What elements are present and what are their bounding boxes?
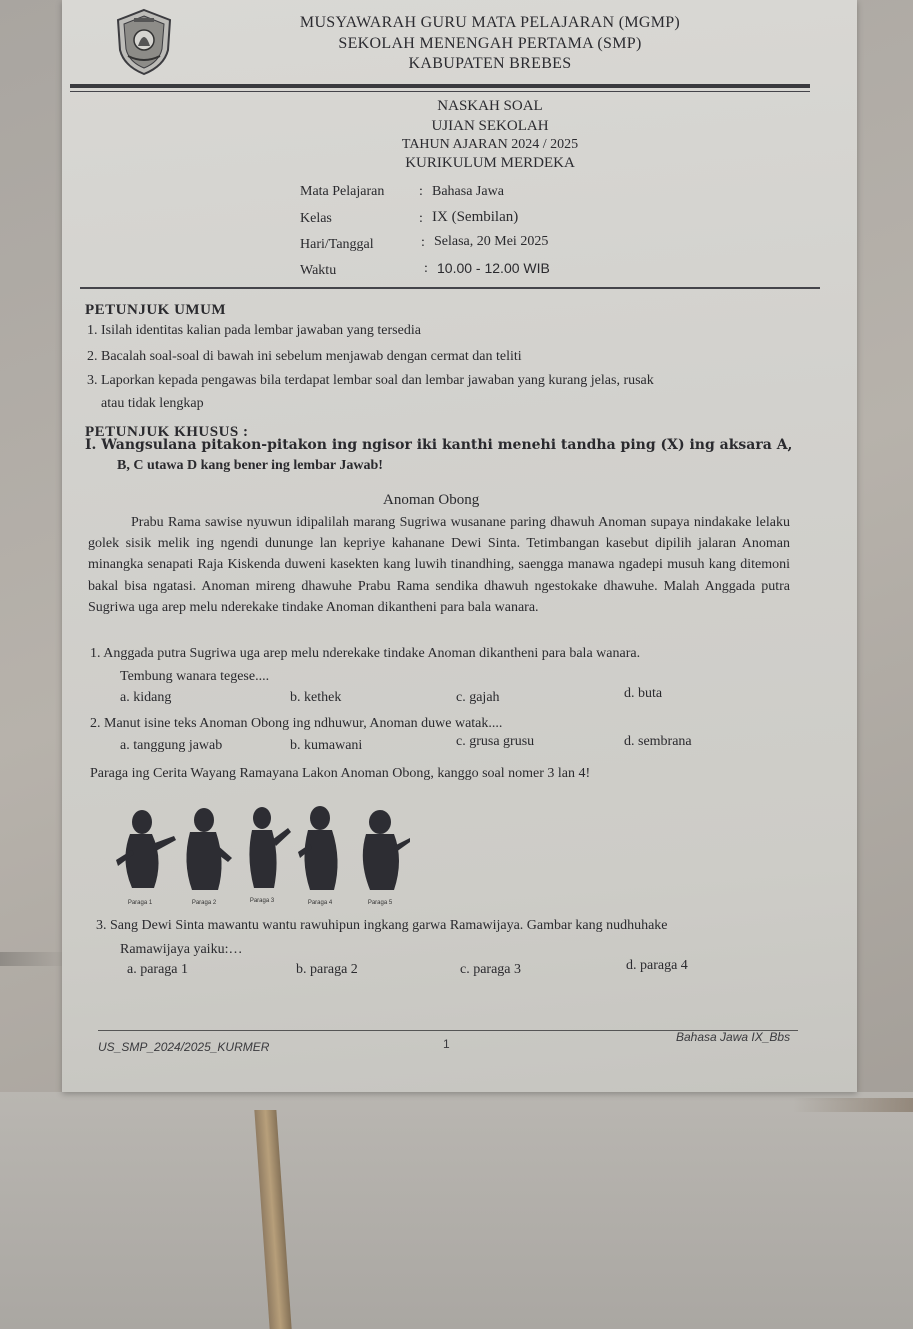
answer-option[interactable]: c. gajah	[456, 690, 500, 705]
info-label: Kelas	[300, 211, 332, 226]
header-line-1: MUSYAWARAH GURU MATA PELAJARAN (MGMP)	[299, 14, 681, 31]
answer-option[interactable]: c. paraga 3	[460, 962, 522, 977]
wayang-figure-3	[249, 807, 291, 888]
info-label: Waktu	[300, 263, 337, 278]
figure-label: Paraga 1	[127, 900, 153, 906]
answer-option[interactable]: b. kethek	[290, 690, 342, 705]
specific-instruction-line: B, C utawa D kang bener ing lembar Jawab!	[117, 458, 383, 473]
instruction-item: atau tidak lengkap	[101, 396, 204, 411]
header-line-2: SEKOLAH MENENGAH PERTAMA (SMP)	[338, 35, 642, 52]
question-3-text: Ramawijaya yaiku:…	[120, 942, 243, 957]
question-1-text: 1. Anggada putra Sugriwa uga arep melu nderekake tindake Anoman dikantheni para bala wanara.	[90, 646, 641, 661]
regency-emblem-icon	[108, 6, 180, 78]
table-surface	[0, 1092, 913, 1329]
title-line-2: UJIAN SEKOLAH	[431, 118, 549, 134]
info-colon: :	[424, 261, 428, 276]
info-value: 10.00 - 12.00 WIB	[437, 260, 550, 276]
wayang-figure-4	[298, 806, 338, 890]
figure-caption: Paraga ing Cerita Wayang Ramayana Lakon Anoman Obong, kanggo soal nomer 3 lan 4!	[90, 766, 591, 781]
wayang-figure-5	[363, 810, 410, 890]
table-edge	[0, 952, 70, 966]
info-colon: :	[419, 184, 423, 199]
answer-option[interactable]: a. tanggung jawab	[120, 738, 223, 753]
instruction-item: 3. Laporkan kepada pengawas bila terdapat lembar soal dan lembar jawaban yang kurang jelas, rusak	[87, 373, 654, 388]
header-divider	[70, 84, 810, 88]
header-divider-thin	[70, 91, 810, 92]
info-colon: :	[421, 235, 425, 250]
table-edge	[793, 1098, 913, 1112]
figure-label: Paraga 5	[367, 900, 393, 906]
figure-label: Paraga 2	[191, 900, 217, 906]
answer-option[interactable]: d. paraga 4	[626, 958, 688, 973]
info-value: Selasa, 20 Mei 2025	[434, 234, 549, 249]
general-instructions-heading: PETUNJUK UMUM	[85, 302, 227, 318]
specific-instruction-line: I. Wangsulana pitakon-pitakon ing ngisor iki kanthi menehi tandha ping (X) ing aksara A,	[85, 437, 793, 453]
answer-option[interactable]: c. grusa grusu	[456, 734, 535, 749]
story-text: Prabu Rama sawise nyuwun idipalilah marang Sugriwa wusanane paring dhawuh Anoman supaya nindakake lelaku golek sisik melik ing ngendi dununge lan kepriye kahanane Dewi Sinta. Tetimbangan kasebut dipilih jalaran Anoman minangka senapati Raja Kiskenda duweni kasekten kang luwih tinandhing, saengga manawa ngadepi musuh kang ditemoni bakal bisa ngatasi. Anoman mireng dhawuhe Prabu Rama sendika dhawuh ngestokake dhawuhe. Malah Anggada putra Sugriwa uga arep melu nderekake tindake Anoman dikantheni para bala wanara.	[88, 515, 790, 615]
wayang-figure-1	[116, 810, 176, 888]
info-colon: :	[419, 211, 423, 226]
title-line-3: TAHUN AJARAN 2024 / 2025	[401, 137, 579, 152]
info-divider	[80, 287, 820, 289]
answer-option[interactable]: b. paraga 2	[296, 962, 358, 977]
wayang-figures-image	[112, 800, 412, 910]
answer-option[interactable]: d. buta	[624, 686, 663, 701]
instruction-item: 1. Isilah identitas kalian pada lembar jawaban yang tersedia	[87, 323, 421, 338]
footer-subject: Bahasa Jawa IX_Bbs	[676, 1030, 791, 1044]
info-label: Mata Pelajaran	[300, 184, 385, 199]
answer-option[interactable]: a. paraga 1	[127, 962, 189, 977]
header-line-3: KABUPATEN BREBES	[408, 55, 572, 72]
figure-label: Paraga 4	[307, 900, 333, 906]
wayang-figure-2	[186, 808, 232, 890]
figure-label: Paraga 3	[249, 898, 275, 904]
info-value: IX (Sembilan)	[432, 209, 519, 225]
page-number: 1	[443, 1037, 450, 1051]
footer-code: US_SMP_2024/2025_KURMER	[98, 1040, 270, 1054]
title-line-1: NASKAH SOAL	[437, 98, 543, 114]
answer-option[interactable]: a. kidang	[120, 690, 172, 705]
info-label: Hari/Tanggal	[300, 237, 374, 252]
specific-instructions-heading: PETUNJUK KHUSUS :	[85, 424, 249, 440]
answer-option[interactable]: b. kumawani	[290, 738, 363, 753]
story-title: Anoman Obong	[383, 492, 480, 508]
question-2-text: 2. Manut isine teks Anoman Obong ing ndhuwur, Anoman duwe watak....	[90, 716, 503, 731]
title-line-4: KURIKULUM MERDEKA	[405, 155, 575, 171]
answer-option[interactable]: d. sembrana	[624, 734, 692, 749]
instruction-item: 2. Bacalah soal-soal di bawah ini sebelum menjawab dengan cermat dan teliti	[87, 349, 522, 364]
question-3-text: 3. Sang Dewi Sinta mawantu wantu rawuhipun ingkang garwa Ramawijaya. Gambar kang nudhuhake	[96, 918, 668, 933]
info-value: Bahasa Jawa	[432, 184, 504, 199]
question-1-text: Tembung wanara tegese....	[120, 669, 270, 684]
